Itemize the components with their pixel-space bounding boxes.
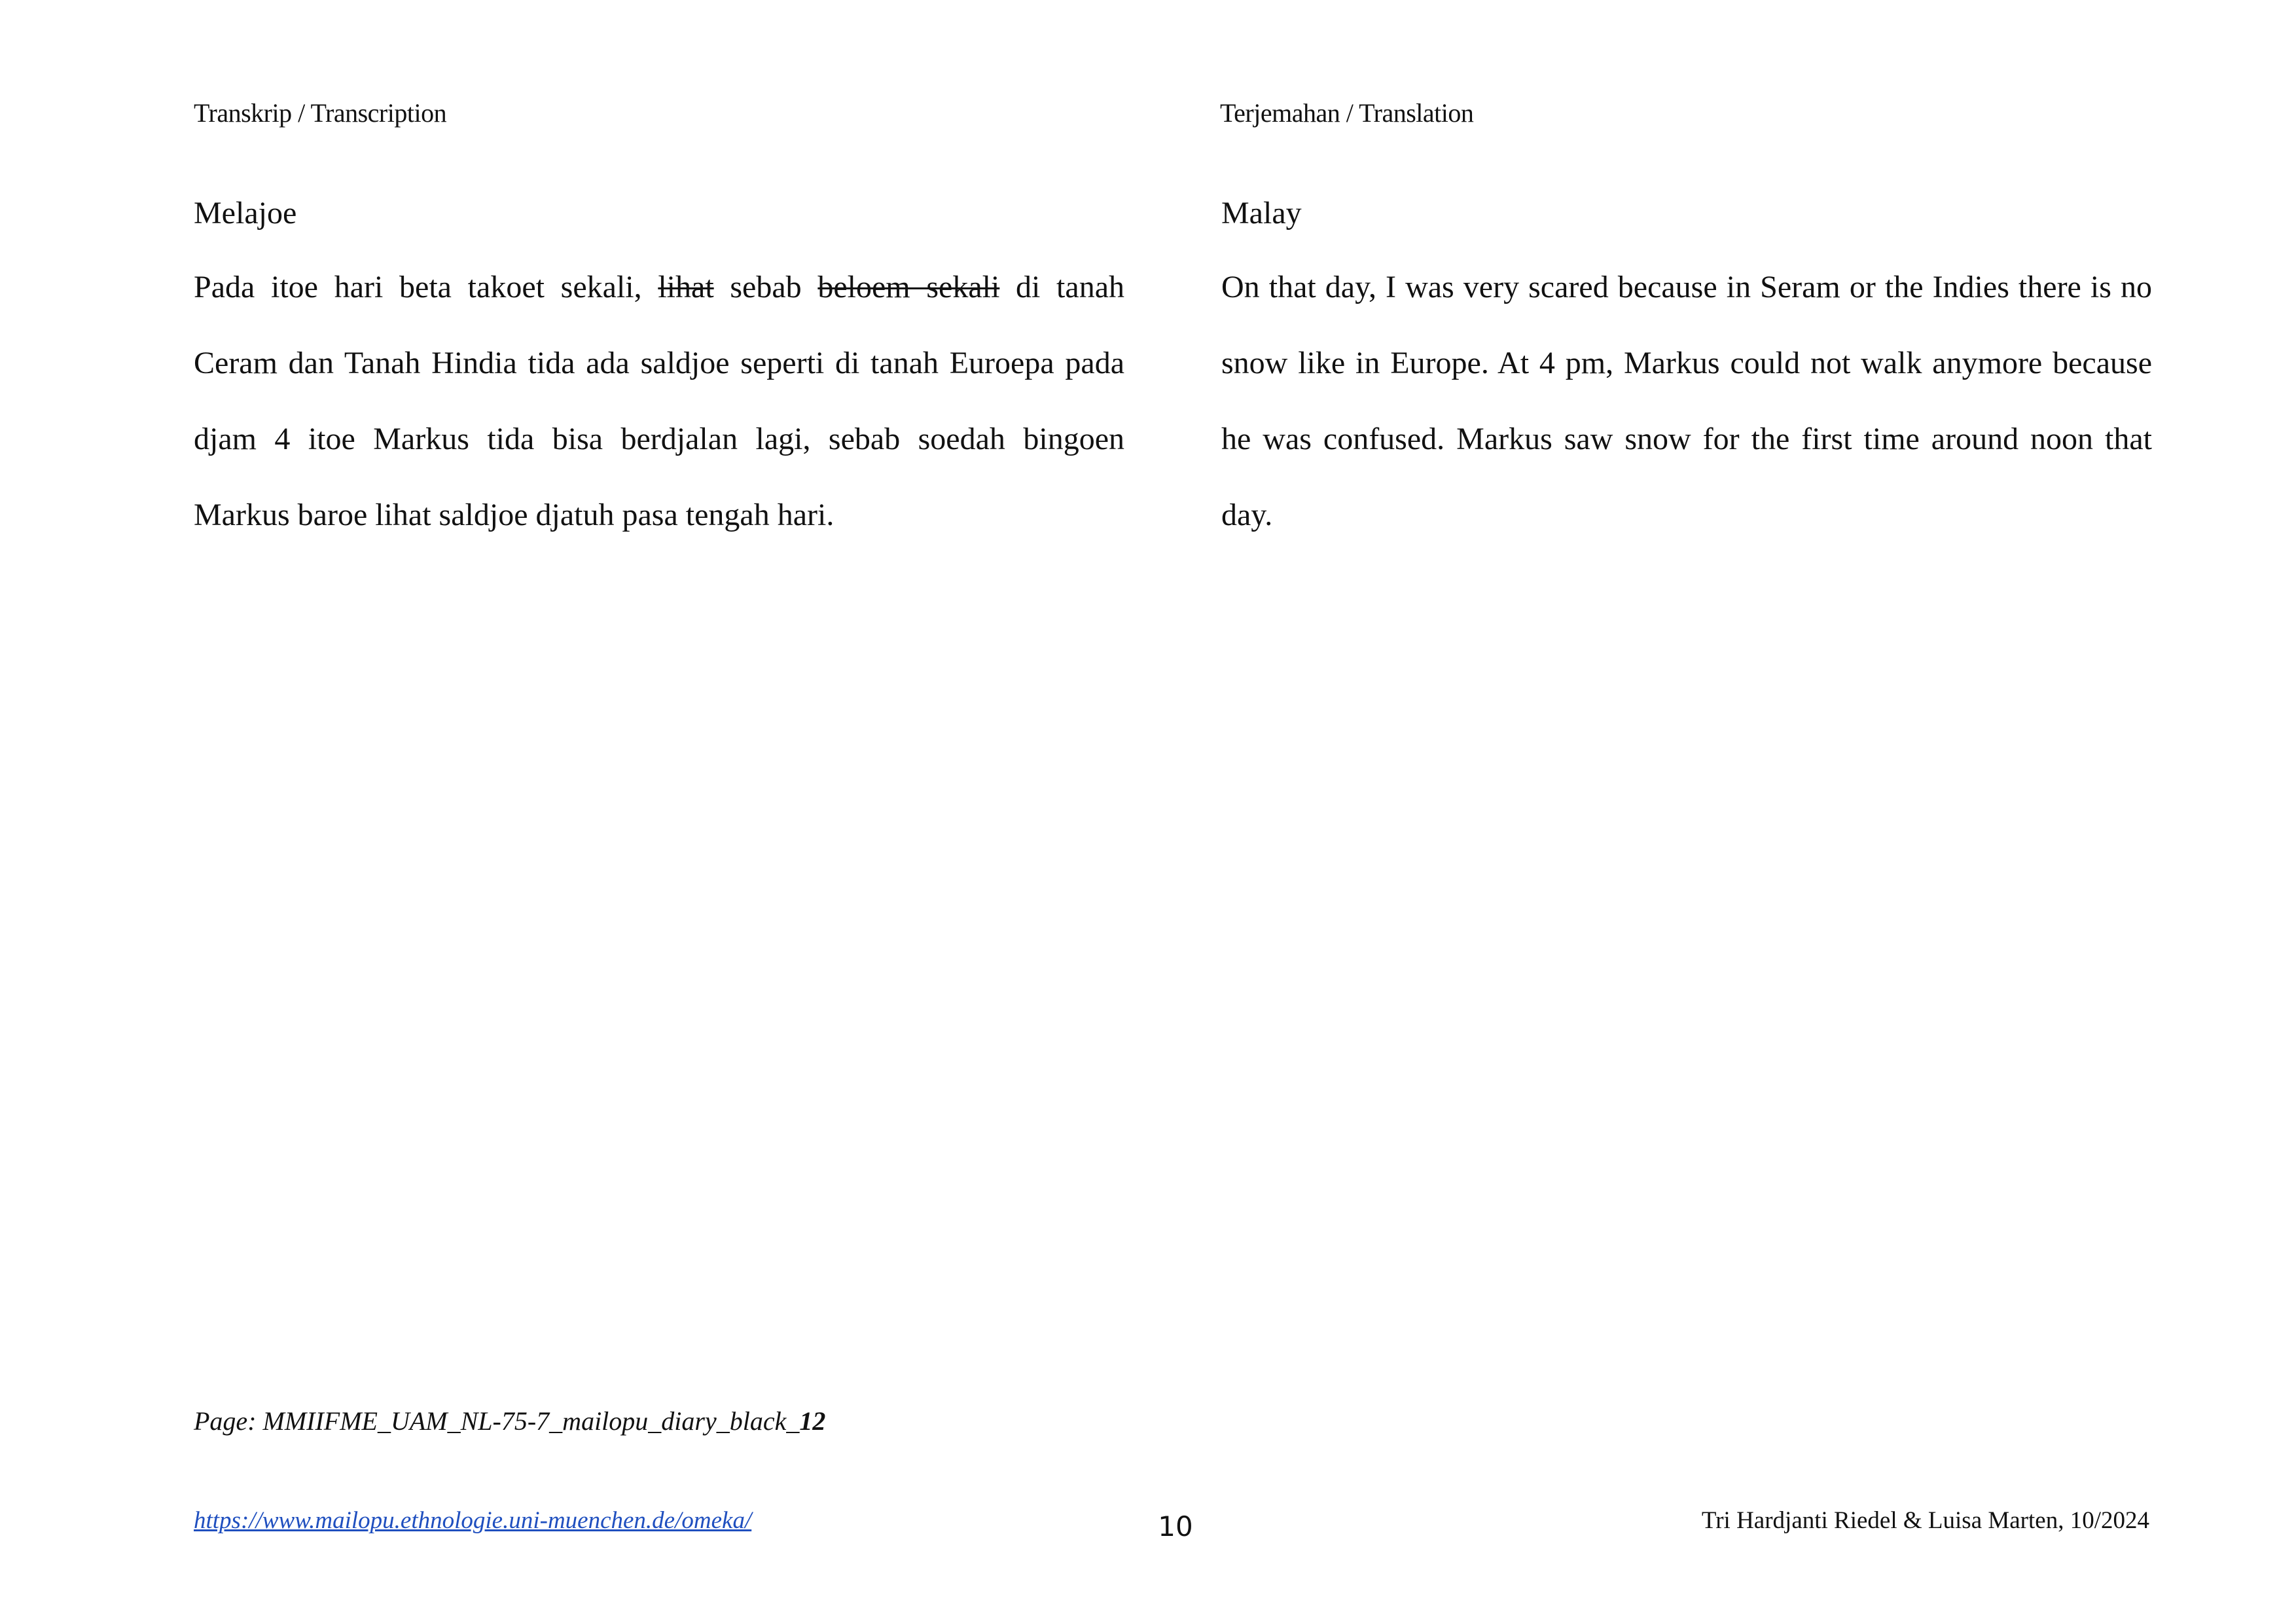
translation-language-label: Malay	[1221, 196, 1302, 230]
transcription-column	[194, 193, 1124, 553]
transcription-language-label: Melajoe	[194, 196, 297, 230]
transcription-segment: di tanah Ceram dan Tanah Hindia tida ada saldjoe seperti di tanah Euroepa pada djam 4 itoe Markus tida bisa berdjalan lagi, sebab soedah bingoen Markus baroe lihat saldjoe djatuh pasa tengah hari.	[194, 270, 1125, 532]
translation-column	[1221, 193, 2152, 553]
transcription-segment: Pada itoe hari beta takoet sekali,	[194, 270, 658, 304]
struck-word-lihat: lihat	[658, 270, 714, 304]
page-number: 10	[1158, 1510, 1193, 1542]
page-reference-number: 12	[799, 1406, 826, 1436]
transcription-text	[194, 249, 1124, 553]
transcription-segment: sebab	[713, 270, 818, 304]
struck-phrase-beloem-sekali: beloem sekali	[817, 270, 1000, 304]
page-reference-prefix: Page: MMIIFME_UAM_NL-75-7_mailopu_diary_black_	[194, 1406, 800, 1436]
page-reference	[194, 1405, 825, 1438]
footer-credit: Tri Hardjanti Riedel & Luisa Marten, 10/2024	[1701, 1507, 2149, 1534]
translation-column-header: Terjemahan / Translation	[1220, 98, 1474, 128]
translation-text: On that day, I was very scared because in Seram or the Indies there is no snow like in Europe. At 4 pm, Markus could not walk anymore because he was confused. Markus saw snow for the first time around noon that day.	[1221, 270, 2152, 532]
transcription-column-header: Transkrip / Transcription	[194, 98, 447, 128]
footer-website-link[interactable]: https://www.mailopu.ethnologie.uni-muenchen.de/omeka/	[194, 1507, 752, 1534]
